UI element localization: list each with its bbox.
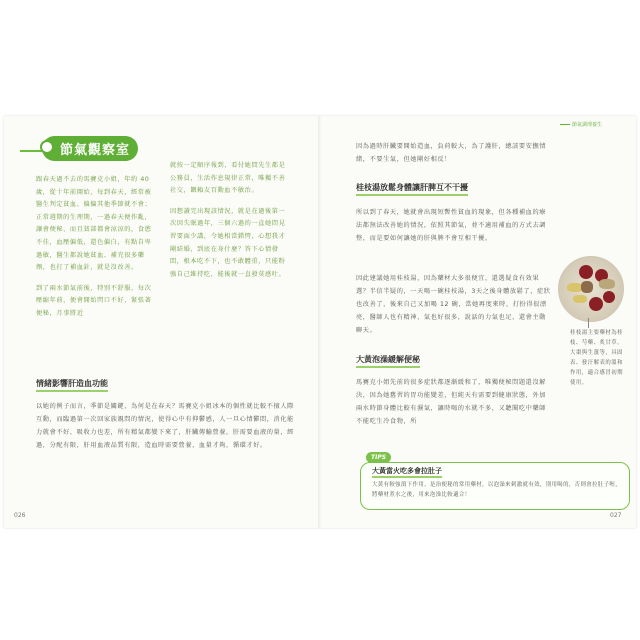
paragraph: 因此建議她用桂枝湯，因為藥材大多很便宜，還選疑食有效果選？半信半疑的，一天喝一碗桂枝湯，3天之後身體放鬆了，症狀也改善了，後來自己又加喝 12 碗，當她再度來時，打扮得很漂亮，醫師人也有精神，氣也好很多，說話的力氣也足，還會主動聊天。 [356,275,551,334]
intro-column-2 [170,160,292,289]
paragraph: 因為過時肝臟要開始造血，負荷較大，為了護肝，總該要安撫情緒，不要生氣，但她剛好相反！ [356,143,547,163]
tips-tag: TIPS [366,452,391,463]
paragraph: 以她的例子而言，季節是關鍵，為何是在春天？馬賽克小姐冰本的個性就比較不擅人際互動，而臨過第一次回家族親問的情況，使得心中有抑鬱感，人一旦心情鬱悶，消化能力就會不好，吸收力也差，所有精氣都變下來了，肝臟傳輸營養，肝需要血液的量，經過，分配有限，肝用血液品質有限，造血時需要營養，血量才夠，循環才好。 [36,403,294,449]
intro-text [356,140,552,166]
body-guizhi-2 [356,272,552,337]
section-dot-icon [40,140,54,154]
page-number-left: 026 [14,512,26,519]
left-body-text [36,400,298,452]
header-accent-line [560,124,570,125]
photo-caption: 桂枝湯主要藥材為桂枝、芍藥、炙甘草，大棗與生薑等，具固表、發汗解表的溫和作用，適合感冒初期使用。 [570,330,624,386]
tips-text: 大黃有較強瀉下作用，是治便秘的常用藥材，以泡澡來刺激就有效，別用喝的，否則會拉肚子喔，將藥材煮水之後，用來泡澡比較適合！ [372,482,621,498]
paragraph: 所以到了春天，她就會出現短暫性貧血的現象，但各種補血的療法都無法改善她的情況，依照其節氣，並不適用補血的方式去調整，而是要如何讓她的肝與脾不會互相干擾。 [356,209,547,242]
paragraph: 就按一定順序報到，看付她問先生都是公務員，生活作息規律正常，唯獨不善社交，餵賴友百動血不敏治。 [170,162,286,195]
body-guizhi-1 [356,206,552,245]
section-title: 節氣觀察室 [42,136,138,161]
herb-photo [558,256,624,322]
page-gutter [318,116,322,528]
heading-guizhi: 桂枝湯放鬆身體讓肝脾互不干擾 [356,182,468,196]
heading-dahuang: 大黃泡澡緩解便秘 [356,354,420,368]
paragraph: 跟春天過不去的馬賽克小姐，年約 40 歲，從十年前開始，每到春天，經常被醫生判定貧血、偏偏其他季節就不會；正常週期的生理期，一過春天便作亂，讓會便秘、而且貧部都會涼涼的，食慾不佳，血壓偏低，還色偏白，有點自卑過敏，醫生都說她貧血、補充很多藥劑，也打了補血針，就是沒改善。 [36,176,152,272]
intro-column-1 [36,174,158,329]
tips-title: 大黃當火吃多會拉肚子 [372,466,442,478]
page-number-right: 027 [610,512,622,519]
caption-pointer [588,318,589,328]
left-heading: 情緒影響肝造血功能 [36,378,108,392]
running-header: 節氣調理養生 [572,122,603,128]
body-dahuang [356,376,552,428]
paragraph: 到了兩水節氣前後，特別不舒服，每次壓縮年前，便會開始閃口不好，緊張著便秘，月事將近 [36,284,152,317]
paragraph: 因想讀完出現該情況，就是在過後第一次因失眠過年，三個六過的一直她問見習要面少講，令她相當錯愕，心想我才剛結婚，到底在身什麼？答下心情發悶，根本吃不下，也不敢體重，只能粉強自己維持吃，能後就一直發莫感吐。 [170,207,286,278]
paragraph: 馬賽克小姐先前的很多症狀都逐漸緩和了，唯獨便秘問題還沒解決，因為她舊習的胃功能變差，但純天有需要到健康狀態，外加兩水時節身體比較有濕氣，讓時喝的水就不多，又聽聞吃中藥師不能吃生冷食物，所 [356,379,547,425]
